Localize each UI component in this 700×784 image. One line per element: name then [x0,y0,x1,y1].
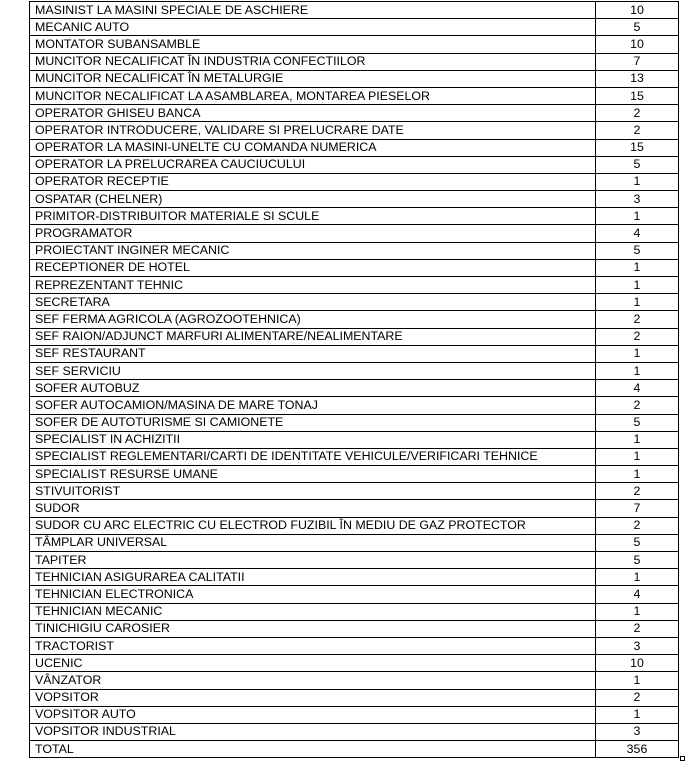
job-title-cell: TÂMPLAR UNIVERSAL [30,534,596,551]
job-title-cell: SUDOR [30,500,596,517]
job-title-cell: TRACTORIST [30,637,596,654]
job-title-cell: RECEPTIONER DE HOTEL [30,259,596,276]
total-count-cell: 356 [596,741,679,758]
job-title-cell: TEHNICIAN ASIGURAREA CALITATII [30,569,596,586]
vacancy-count-cell: 1 [596,431,679,448]
job-title-cell: OPERATOR LA MASINI-UNELTE CU COMANDA NUMERICA [30,139,596,156]
table-row [30,191,679,208]
table-row [30,706,679,723]
vacancy-count-cell: 5 [596,414,679,431]
vacancy-count-cell: 10 [596,2,679,19]
table-row [30,139,679,156]
job-title-cell: PROGRAMATOR [30,225,596,242]
table-row [30,70,679,87]
table-row [30,328,679,345]
vacancy-count-cell: 13 [596,70,679,87]
job-title-cell: OPERATOR GHISEU BANCA [30,105,596,122]
table-row [30,2,679,19]
table-row [30,552,679,569]
job-title-cell: SPECIALIST REGLEMENTARI/CARTI DE IDENTITATE VEHICULE/VERIFICARI TEHNICE [30,448,596,465]
vacancy-count-cell: 2 [596,122,679,139]
job-title-cell: SOFER AUTOCAMION/MASINA DE MARE TONAJ [30,397,596,414]
vacancy-count-cell: 5 [596,19,679,36]
job-title-cell: TINICHIGIU CAROSIER [30,620,596,637]
table-row [30,173,679,190]
vacancy-count-cell: 1 [596,362,679,379]
table-row [30,242,679,259]
vacancy-count-cell: 2 [596,483,679,500]
table-row [30,277,679,294]
vacancy-count-cell: 2 [596,689,679,706]
table-row [30,122,679,139]
job-title-cell: VOPSITOR INDUSTRIAL [30,723,596,740]
vacancy-count-cell: 4 [596,225,679,242]
vacancy-count-cell: 10 [596,36,679,53]
vacancy-count-cell: 10 [596,655,679,672]
vacancy-count-cell: 4 [596,586,679,603]
table-row [30,431,679,448]
vacancy-count-cell: 1 [596,173,679,190]
table-row [30,156,679,173]
vacancy-count-cell: 2 [596,517,679,534]
table-row [30,19,679,36]
job-title-cell: SOFER AUTOBUZ [30,380,596,397]
vacancy-count-cell: 1 [596,448,679,465]
vacancy-count-cell: 4 [596,380,679,397]
vacancy-count-cell: 5 [596,242,679,259]
job-title-cell: PRIMITOR-DISTRIBUITOR MATERIALE SI SCULE [30,208,596,225]
vacancy-count-cell: 1 [596,672,679,689]
table-row [30,500,679,517]
vacancy-count-cell: 3 [596,637,679,654]
total-label-cell: TOTAL [30,741,596,758]
table-row [30,637,679,654]
vacancy-count-cell: 1 [596,706,679,723]
vacancy-count-cell: 2 [596,397,679,414]
table-row [30,208,679,225]
end-of-table-marker [680,756,685,761]
table-row [30,534,679,551]
job-title-cell: TEHNICIAN ELECTRONICA [30,586,596,603]
table-row [30,672,679,689]
table-row [30,362,679,379]
vacancy-count-cell: 5 [596,552,679,569]
job-title-cell: UCENIC [30,655,596,672]
table-row [30,466,679,483]
vacancy-count-cell: 2 [596,328,679,345]
table-row [30,655,679,672]
job-title-cell: SEF RESTAURANT [30,345,596,362]
total-row [30,741,679,758]
table-row [30,225,679,242]
job-title-cell: SPECIALIST RESURSE UMANE [30,466,596,483]
job-title-cell: OPERATOR LA PRELUCRAREA CAUCIUCULUI [30,156,596,173]
table-row [30,87,679,104]
vacancy-count-cell: 1 [596,345,679,362]
job-title-cell: SPECIALIST IN ACHIZITII [30,431,596,448]
table-row [30,689,679,706]
job-title-cell: STIVUITORIST [30,483,596,500]
table-row [30,380,679,397]
table-row [30,723,679,740]
job-title-cell: MASINIST LA MASINI SPECIALE DE ASCHIERE [30,2,596,19]
vacancy-count-cell: 1 [596,294,679,311]
job-title-cell: MUNCITOR NECALIFICAT ÎN METALURGIE [30,70,596,87]
table-row [30,569,679,586]
job-title-cell: OSPATAR (CHELNER) [30,191,596,208]
job-title-cell: MECANIC AUTO [30,19,596,36]
table-row [30,105,679,122]
job-title-cell: MUNCITOR NECALIFICAT LA ASAMBLAREA, MONTAREA PIESELOR [30,87,596,104]
job-title-cell: TAPITER [30,552,596,569]
table-row [30,311,679,328]
job-title-cell: MUNCITOR NECALIFICAT ÎN INDUSTRIA CONFECTIILOR [30,53,596,70]
table-row [30,586,679,603]
job-title-cell: TEHNICIAN MECANIC [30,603,596,620]
vacancy-count-cell: 3 [596,191,679,208]
vacancy-count-cell: 5 [596,534,679,551]
vacancy-count-cell: 1 [596,277,679,294]
job-title-cell: VOPSITOR AUTO [30,706,596,723]
job-title-cell: SUDOR CU ARC ELECTRIC CU ELECTROD FUZIBIL ÎN MEDIU DE GAZ PROTECTOR [30,517,596,534]
job-title-cell: VÂNZATOR [30,672,596,689]
table-row [30,483,679,500]
vacancy-count-cell: 2 [596,620,679,637]
vacancy-count-cell: 7 [596,53,679,70]
vacancy-count-cell: 15 [596,139,679,156]
job-title-cell: SOFER DE AUTOTURISME SI CAMIONETE [30,414,596,431]
table-row [30,53,679,70]
table-row [30,414,679,431]
job-title-cell: PROIECTANT INGINER MECANIC [30,242,596,259]
job-title-cell: OPERATOR RECEPTIE [30,173,596,190]
table-row [30,36,679,53]
vacancy-count-cell: 1 [596,569,679,586]
vacancy-count-cell: 15 [596,87,679,104]
job-title-cell: SEF FERMA AGRICOLA (AGROZOOTEHNICA) [30,311,596,328]
job-title-cell: REPREZENTANT TEHNIC [30,277,596,294]
table-row [30,620,679,637]
vacancy-count-cell: 1 [596,603,679,620]
table-row [30,259,679,276]
table-row [30,603,679,620]
table-row [30,448,679,465]
job-rows [30,2,679,758]
job-title-cell: SEF RAION/ADJUNCT MARFURI ALIMENTARE/NEALIMENTARE [30,328,596,345]
job-title-cell: VOPSITOR [30,689,596,706]
vacancy-count-cell: 2 [596,105,679,122]
vacancy-count-cell: 3 [596,723,679,740]
job-vacancies-table [29,1,679,758]
vacancy-count-cell: 1 [596,208,679,225]
table-row [30,294,679,311]
table-row [30,345,679,362]
table-row [30,397,679,414]
job-title-cell: MONTATOR SUBANSAMBLE [30,36,596,53]
vacancy-count-cell: 1 [596,259,679,276]
vacancy-count-cell: 1 [596,466,679,483]
vacancy-count-cell: 5 [596,156,679,173]
job-title-cell: SECRETARA [30,294,596,311]
vacancy-count-cell: 7 [596,500,679,517]
table-row [30,517,679,534]
job-title-cell: SEF SERVICIU [30,362,596,379]
job-title-cell: OPERATOR INTRODUCERE, VALIDARE SI PRELUCRARE DATE [30,122,596,139]
vacancy-count-cell: 2 [596,311,679,328]
